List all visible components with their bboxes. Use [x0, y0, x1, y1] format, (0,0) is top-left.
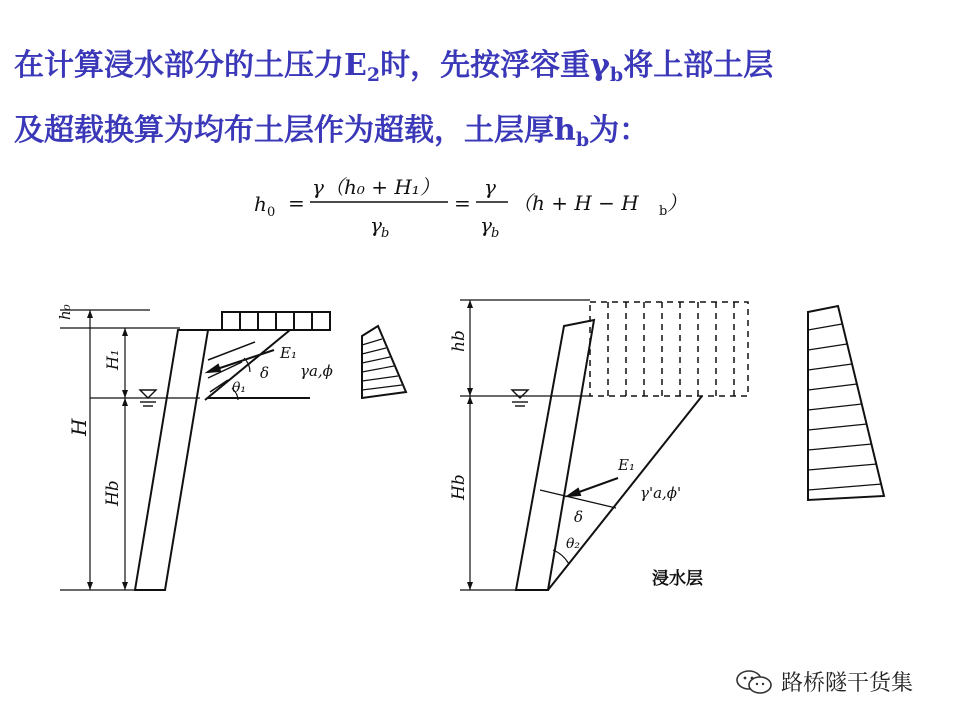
left-wall	[135, 330, 208, 590]
label-Hb-right: Hb	[449, 474, 469, 500]
watermark	[735, 666, 913, 697]
label-hb: hb	[449, 330, 469, 352]
label-delta-right: δ	[574, 508, 584, 526]
formula-eq-2: =	[454, 191, 471, 215]
label-soil-left: γa,ϕ	[300, 362, 333, 380]
formula-denominator-1: γ	[370, 213, 382, 237]
right-E1-arrowhead	[568, 489, 580, 496]
label-theta1: θ₁	[232, 380, 247, 396]
label-E1-left: E₁	[280, 344, 297, 362]
intro-text-2a: 及超载换算为均布土层作为超载，土层厚	[14, 113, 554, 148]
formula-eq-1: =	[288, 191, 305, 215]
formula-numerator-1: γ（h₀ + H₁）	[312, 175, 440, 199]
formula-tail-sub: b	[659, 204, 668, 219]
formula-tail-close: ）	[667, 191, 687, 215]
label-soil-right: γ'a,ϕ'	[640, 484, 682, 502]
intro-text-1b: 时，先按浮容重	[380, 48, 591, 83]
label-H1: H₁	[103, 349, 122, 370]
label-delta-left: δ	[260, 364, 270, 382]
h-symbol: h	[554, 113, 576, 148]
label-theta2: θ₂	[566, 536, 581, 552]
right-diagram	[460, 300, 884, 590]
E-symbol: E	[344, 48, 367, 83]
label-Hb-left: Hb	[103, 480, 123, 506]
formula-denominator-1-sub: b	[381, 226, 390, 241]
formula-numerator-2: γ	[484, 175, 496, 199]
gamma-symbol: γ	[590, 48, 610, 83]
right-wall	[516, 320, 594, 590]
label-E1-right: E₁	[618, 456, 635, 474]
formula-denominator-2-sub: b	[491, 226, 500, 241]
left-E1-arrowhead	[208, 365, 220, 372]
watermark-text: 路桥隧干货集	[781, 671, 914, 696]
formula-lhs: h	[254, 192, 267, 216]
E-subscript: 2	[366, 64, 381, 86]
right-pressure-diagram	[808, 306, 884, 500]
right-equivalent-layer	[590, 302, 748, 396]
label-h0: h₀	[56, 304, 74, 320]
intro-text-2b: 为：	[589, 113, 650, 148]
wechat-icon	[735, 669, 773, 695]
right-water-symbol-icon	[512, 390, 528, 406]
intro-text-1a: 在计算浸水部分的土压力	[14, 48, 344, 83]
formula-tail: （h + H − H	[512, 191, 639, 215]
formula-denominator-2: γ	[480, 213, 492, 237]
h-subscript: b	[575, 129, 590, 151]
label-submerged-layer: 浸水层	[652, 569, 703, 589]
intro-text-1c: 将上部土层	[623, 48, 774, 83]
label-H: H	[67, 418, 91, 436]
gamma-subscript: b	[609, 64, 624, 86]
formula-lhs-sub: 0	[267, 205, 276, 220]
